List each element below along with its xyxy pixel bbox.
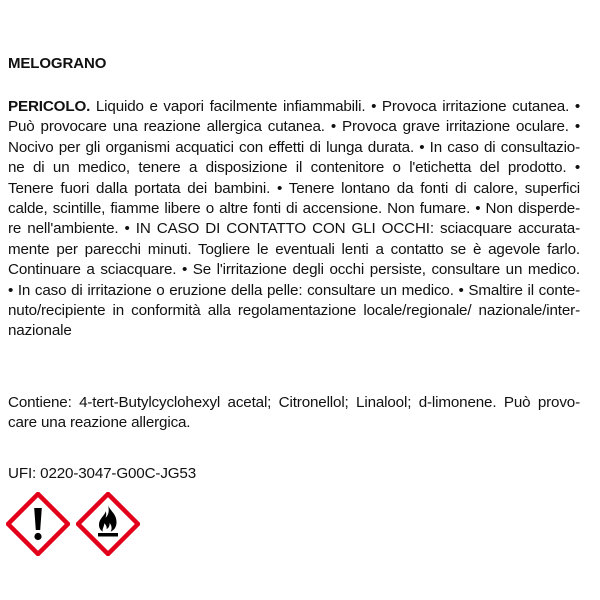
hazard-line: ne di un medico, tenere a disposizione il contenitore o l'etichetta del prodotto. • <box>8 159 580 177</box>
hazard-line: calde, scintille, fiamme libere o altre fonti di accensione. Non fumare. • Non disperde- <box>8 200 580 218</box>
ufi-code <box>8 464 580 484</box>
hazard-line: nuto/recipiente in conformità alla regolamentazione locale/regionale/ nazionale/inter- <box>8 302 580 320</box>
hazard-line: Continuare a sciacquare. • Se l'irritazione degli occhi persiste, consultare un medico. <box>8 261 580 279</box>
product-title: MELOGRANO <box>8 55 107 72</box>
contains-statement <box>8 393 580 434</box>
ghs07-exclamation-mark-icon <box>6 492 70 556</box>
hazard-line: Può provocare una reazione allergica cutanea. • Provoca grave irritazione oculare. • <box>8 118 580 136</box>
signal-word: PERICOLO. <box>8 98 91 115</box>
ghs-pictograms <box>6 492 156 556</box>
hazard-line: nazionale <box>8 322 72 340</box>
hazard-line: Nocivo per gli organismi acquatici con effetti di lunga durata. • In caso di consultazio- <box>8 138 580 156</box>
hazard-statements <box>8 97 580 342</box>
hazard-line: re nell'ambiente. • IN CASO DI CONTATTO CON GLI OCCHI: sciacquare accurata- <box>8 220 580 238</box>
contains-line: Contiene: 4-tert-Butylcyclohexyl acetal; Citronellol; Linalool; d-limonene. Può provo- <box>8 394 580 411</box>
hazard-line: • In caso di irritazione o eruzione della pelle: consultare un medico. • Smaltire il conte- <box>8 281 580 299</box>
hazard-line <box>8 97 580 117</box>
hazard-line: mente per parecchi minuti. Togliere le eventuali lenti a contatto se è agevole farlo. <box>8 240 580 258</box>
hazard-line-text: Liquido e vapori facilmente infiammabili. • Provoca irritazione cutanea. • <box>90 98 580 115</box>
contains-line: care una reazione allergica. <box>8 414 191 432</box>
hazard-line: Tenere fuori dalla portata dei bambini. • Tenere lontano da fonti di calore, superfici <box>8 179 580 197</box>
ufi-line: UFI: 0220-3047-G00C-JG53 <box>8 465 197 482</box>
ghs02-flame-icon <box>76 492 140 556</box>
